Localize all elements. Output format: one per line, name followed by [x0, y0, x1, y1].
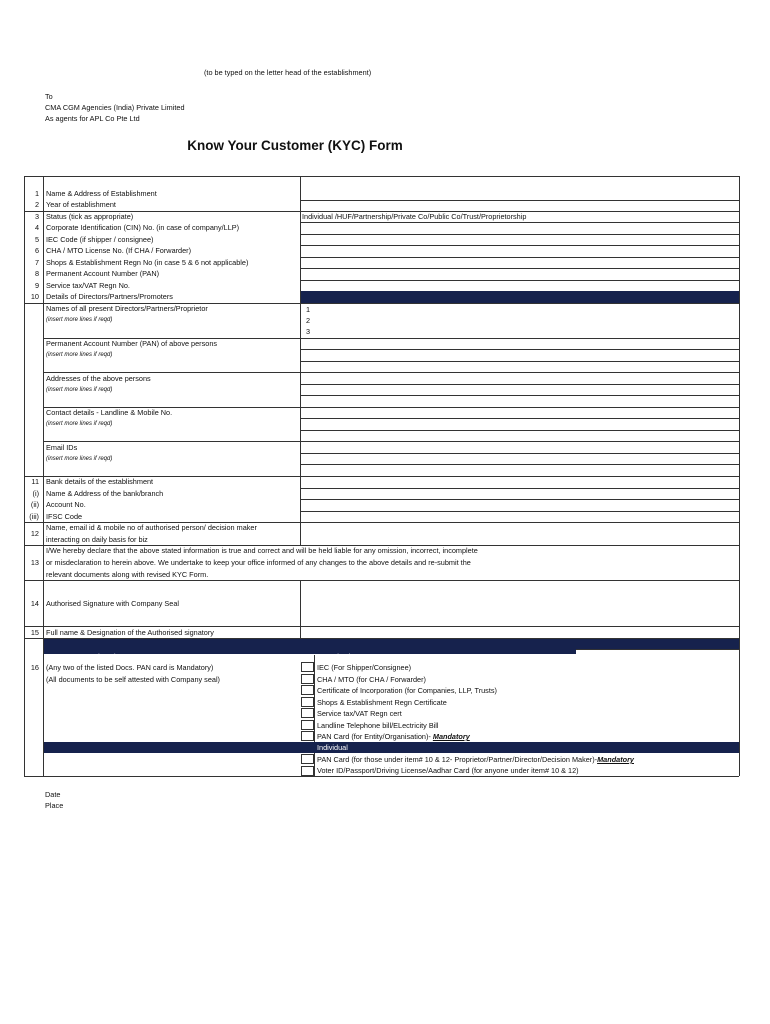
doc-item: IEC (For Shipper/Consignee)	[317, 663, 412, 672]
row-number: 2	[34, 200, 39, 209]
row-label: Details of Directors/Partners/Promoters	[46, 292, 173, 301]
documents-heading: Documents Enclosed	[46, 652, 115, 661]
doc-item: Service tax/VAT Regn cert	[317, 709, 402, 718]
doc-checkbox[interactable]	[301, 731, 314, 741]
row-label: Shops & Establishment Regn No (in case 5 & 6 not applicable)	[46, 258, 249, 267]
declaration-line: I/We hereby declare that the above stated information is true and correct and will be held liable for any omission, incorrect, incomplete	[46, 546, 478, 555]
contact-label: Contact details - Landline & Mobile No.	[46, 408, 173, 417]
insert-note: (insert more lines if reqd)	[46, 456, 113, 462]
letterhead-note: (to be typed on the letter head of the establishment)	[204, 68, 372, 77]
row-number: 8	[34, 269, 39, 278]
row-number: 16	[30, 663, 39, 672]
account-no-label: Account No.	[46, 500, 86, 509]
page-title: Know Your Customer (KYC) Form	[187, 138, 403, 153]
doc-checkbox[interactable]	[301, 685, 314, 695]
doc-item: Certificate of Incorporation (for Companies, LLP, Trusts)	[317, 686, 497, 695]
row-number: 1	[34, 189, 39, 198]
doc-item-text: PAN Card (for those under item# 10 & 12- Proprietor/Partner/Director/Decision Maker)-	[317, 755, 598, 764]
authorised-person-label: Name, email id & mobile no of authorised person/ decision maker	[46, 523, 257, 532]
row-number: 13	[30, 558, 39, 567]
row-number: 14	[30, 599, 39, 608]
row-number: 7	[34, 258, 39, 267]
addresses-label: Addresses of the above persons	[46, 374, 151, 383]
doc-checkbox[interactable]	[301, 674, 314, 684]
agents-line: As agents for APL Co Pte Ltd	[45, 114, 140, 123]
insert-note: (insert more lines if reqd)	[46, 352, 113, 358]
authorised-person-label-2: interacting on daily basis for biz	[46, 535, 148, 544]
insert-note: (insert more lines if reqd)	[46, 317, 113, 323]
doc-item: Shops & Establishment Regn Certificate	[317, 698, 447, 707]
line-number: 2	[306, 316, 311, 325]
row-number: 6	[34, 246, 39, 255]
row-number: (i)	[32, 489, 39, 498]
documents-note-2: (All documents to be self attested with Company seal)	[46, 675, 220, 684]
doc-checkbox[interactable]	[301, 697, 314, 707]
status-options[interactable]: Individual /HUF/Partnership/Private Co/Public Co/Trust/Proprietorship	[302, 212, 527, 221]
documents-band-top	[44, 639, 739, 649]
doc-item: CHA / MTO (for CHA / Forwarder)	[317, 675, 426, 684]
row-label: Status (tick as appropriate)	[46, 212, 134, 221]
row-number: 3	[34, 212, 39, 221]
mandatory-tag: Mandatory	[597, 755, 634, 764]
doc-checkbox[interactable]	[301, 754, 314, 764]
directors-band	[301, 291, 739, 303]
row-label: Permanent Account Number (PAN)	[46, 269, 160, 278]
doc-item-pan-entity	[317, 731, 470, 742]
line-number: 3	[306, 327, 311, 336]
row-number: 10	[30, 292, 39, 301]
individual-band	[44, 742, 739, 753]
row-label: Name & Address of Establishment	[46, 189, 157, 198]
row-number: 11	[31, 477, 39, 486]
mandatory-tag: Mandatory	[432, 732, 470, 741]
bank-name-label: Name & Address of the bank/branch	[46, 489, 164, 498]
bank-details-label: Bank details of the establishment	[46, 477, 154, 486]
row-label: IEC Code (if shipper / consignee)	[46, 235, 154, 244]
date-label: Date	[45, 790, 61, 799]
company-name: CMA CGM Agencies (India) Private Limited	[45, 103, 185, 112]
insert-note: (insert more lines if reqd)	[46, 387, 113, 393]
doc-checkbox[interactable]	[301, 766, 314, 776]
row-label: CHA / MTO License No. (If CHA / Forwarder)	[46, 246, 192, 255]
documents-band-mid	[44, 649, 576, 654]
directors-names-label: Names of all present Directors/Partners/Proprietor	[46, 304, 208, 313]
insert-note: (insert more lines if reqd)	[46, 421, 113, 427]
pan-persons-label: Permanent Account Number (PAN) of above persons	[46, 339, 218, 348]
row-label: Corporate Identification (CIN) No. (in case of company/LLP)	[46, 223, 240, 232]
row-number: 12	[30, 529, 39, 538]
line-number: 1	[306, 305, 311, 314]
doc-checkbox[interactable]	[301, 662, 314, 672]
to-label: To	[45, 92, 53, 101]
organisation-heading: Organisation	[317, 652, 359, 661]
documents-note: (Any two of the listed Docs. PAN card is Mandatory)	[46, 663, 214, 672]
doc-checkbox[interactable]	[301, 708, 314, 718]
signature-label: Authorised Signature with Company Seal	[46, 599, 180, 608]
row-label: Service tax/VAT Regn No.	[46, 281, 130, 290]
doc-item: Landline Telephone bill/ELectricity Bill	[317, 721, 439, 730]
row-number: (ii)	[30, 500, 39, 509]
doc-checkbox[interactable]	[301, 720, 314, 730]
row-number: 15	[30, 628, 39, 637]
row-label: Year of establishment	[46, 200, 116, 209]
declaration-line: or misdeclaration to herein above. We undertake to keep your office informed of any changes to the above details and re-submit the	[46, 558, 471, 567]
place-label: Place	[45, 801, 64, 810]
individual-heading: Individual	[317, 743, 348, 752]
doc-item-pan-individual	[317, 754, 634, 765]
row-number: 4	[34, 223, 39, 232]
ifsc-label: IFSC Code	[46, 512, 83, 521]
doc-item-text: PAN Card (for Entity/Organisation)-	[317, 732, 431, 741]
signatory-label: Full name & Designation of the Authorised signatory	[46, 628, 214, 637]
declaration-line: relevant documents along with revised KYC Form.	[46, 570, 209, 579]
row-number: 9	[34, 281, 39, 290]
email-label: Email IDs	[46, 443, 78, 452]
row-number: 5	[34, 235, 39, 244]
row-number: (iii)	[29, 512, 39, 521]
doc-item: Voter ID/Passport/Driving License/Aadhar Card (for anyone under item# 10 & 12)	[317, 766, 579, 775]
